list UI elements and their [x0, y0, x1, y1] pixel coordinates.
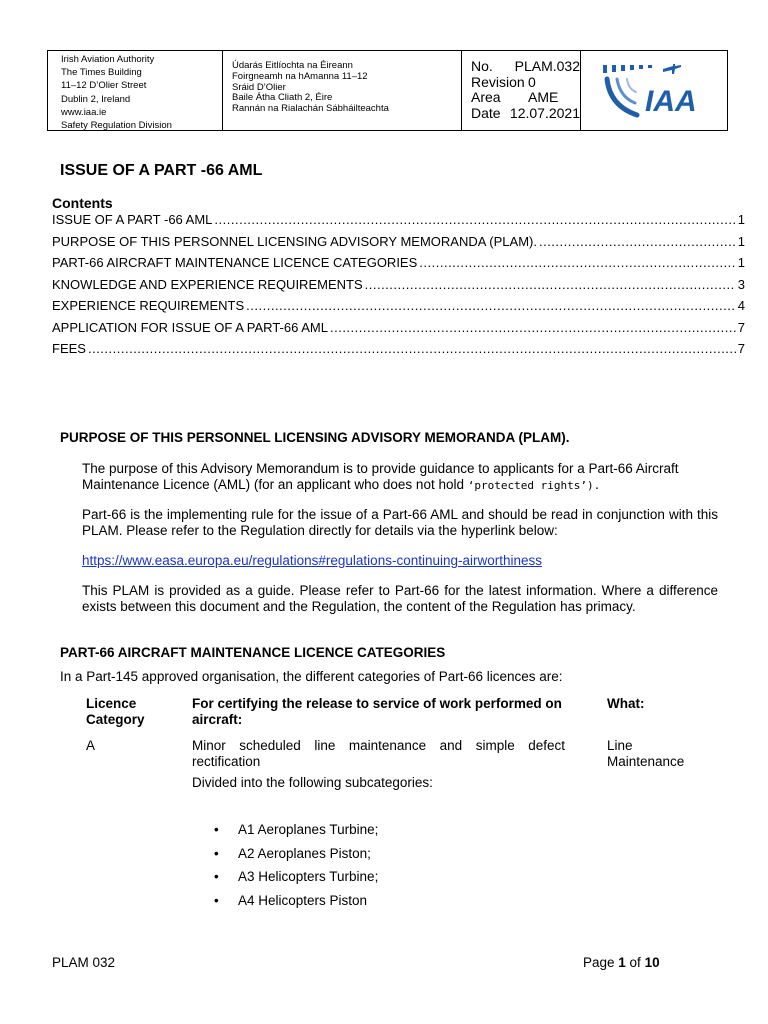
- website-link[interactable]: www.iaa.ie: [61, 106, 107, 118]
- document-meta: [462, 51, 581, 130]
- categories-heading: PART-66 AIRCRAFT MAINTENANCE LICENCE CATEGORIES: [60, 645, 446, 660]
- logo-text: IAA: [645, 85, 697, 118]
- list-item: • A2 Aeroplanes Piston;: [214, 846, 378, 870]
- meta-row-date: Date 12.07.2021: [471, 104, 580, 121]
- col-licence-category: Licence Category: [86, 696, 145, 727]
- authority-address-en: [48, 51, 223, 130]
- meta-row-revision: Revision 0: [471, 73, 536, 90]
- row-description: Minor scheduled line maintenance and simple defect rectification: [192, 738, 565, 769]
- toc-entry[interactable]: PART-66 AIRCRAFT MAINTENANCE LICENCE CATEGORIES ..... 1: [52, 255, 745, 270]
- col-what: What:: [607, 696, 645, 711]
- row-category-a: A: [86, 738, 96, 753]
- toc-entry[interactable]: EXPERIENCE REQUIREMENTS ..... 4: [52, 298, 745, 313]
- address-line: Irish Aviation Authority: [61, 54, 155, 65]
- toc-entry[interactable]: PURPOSE OF THIS PERSONNEL LICENSING ADVISORY MEMORANDA (PLAM). ..... 1: [52, 234, 745, 249]
- toc-entry[interactable]: APPLICATION FOR ISSUE OF A PART-66 AML ..... 7: [52, 320, 745, 335]
- purpose-heading: PURPOSE OF THIS PERSONNEL LICENSING ADVISORY MEMORANDA (PLAM).: [60, 430, 570, 445]
- address-line: Údarás Eitlíochta na Éireann: [232, 60, 353, 71]
- purpose-paragraph-1: The purpose of this Advisory Memorandum is to provide guidance to applicants for a Part-66 Aircraft Maintenance Licence (AML) (for an applicant who does not hold ‘protected rights’).: [82, 461, 679, 492]
- purpose-paragraph-3: This PLAM is provided as a guide. Please refer to Part-66 for the latest information. Where a difference exists between this document and the Regulation, the content of the Regulation has primacy.: [82, 583, 718, 614]
- categories-intro: In a Part-145 approved organisation, the different categories of Part-66 licences are:: [60, 669, 563, 684]
- address-line: Dublin 2, Ireland: [61, 93, 131, 105]
- logo-cell: [581, 51, 727, 130]
- document-header: [47, 50, 728, 131]
- footer-doc-id: PLAM 032: [52, 955, 116, 970]
- purpose-paragraph-2: Part-66 is the implementing rule for the issue of a Part-66 AML and should be read in conjunction with this PLAM. Please refer to the Regulation directly for details via the hyperlink below:: [82, 507, 718, 538]
- regulation-hyperlink[interactable]: https://www.easa.europa.eu/regulations#regulations-continuing-airworthiness: [82, 553, 543, 568]
- iaa-logo: [601, 59, 711, 123]
- subcategory-list: [214, 822, 378, 916]
- address-line: Foirgneamh na hAmanna 11–12: [232, 70, 368, 82]
- toc-entry[interactable]: FEES ..... 7: [52, 341, 745, 356]
- footer-page-number: Page 1 of 10: [583, 955, 660, 970]
- meta-row-number: No. PLAM.032: [471, 58, 580, 74]
- contents-heading: Contents: [52, 195, 113, 211]
- address-line: Safety Regulation Division: [61, 120, 172, 132]
- address-line: The Times Building: [61, 67, 142, 79]
- toc-entry[interactable]: ISSUE OF A PART -66 AML ..... 1: [52, 212, 745, 227]
- toc-entry[interactable]: KNOWLEDGE AND EXPERIENCE REQUIREMENTS ..... 3: [52, 277, 745, 292]
- page-title: ISSUE OF A PART -66 AML: [60, 162, 263, 179]
- address-line: Rannán na Rialachán Sábháilteachta: [232, 103, 389, 115]
- authority-address-ga: [223, 51, 462, 130]
- list-item: • A4 Helicopters Piston: [214, 893, 378, 917]
- address-line: 11–12 D’Olier Street: [61, 80, 147, 92]
- list-item: • A3 Helicopters Turbine;: [214, 869, 378, 893]
- list-item: • A1 Aeroplanes Turbine;: [214, 822, 378, 846]
- meta-row-area: Area AME: [471, 89, 559, 105]
- row-what: Line Maintenance: [607, 738, 685, 769]
- subcategories-intro: Divided into the following subcategories:: [192, 775, 433, 790]
- address-line: Sráid D’Olier: [232, 81, 286, 93]
- address-line: Baile Átha Cliath 2, Éire: [232, 92, 333, 104]
- col-certifying: For certifying the release to service of work performed on aircraft:: [192, 696, 562, 727]
